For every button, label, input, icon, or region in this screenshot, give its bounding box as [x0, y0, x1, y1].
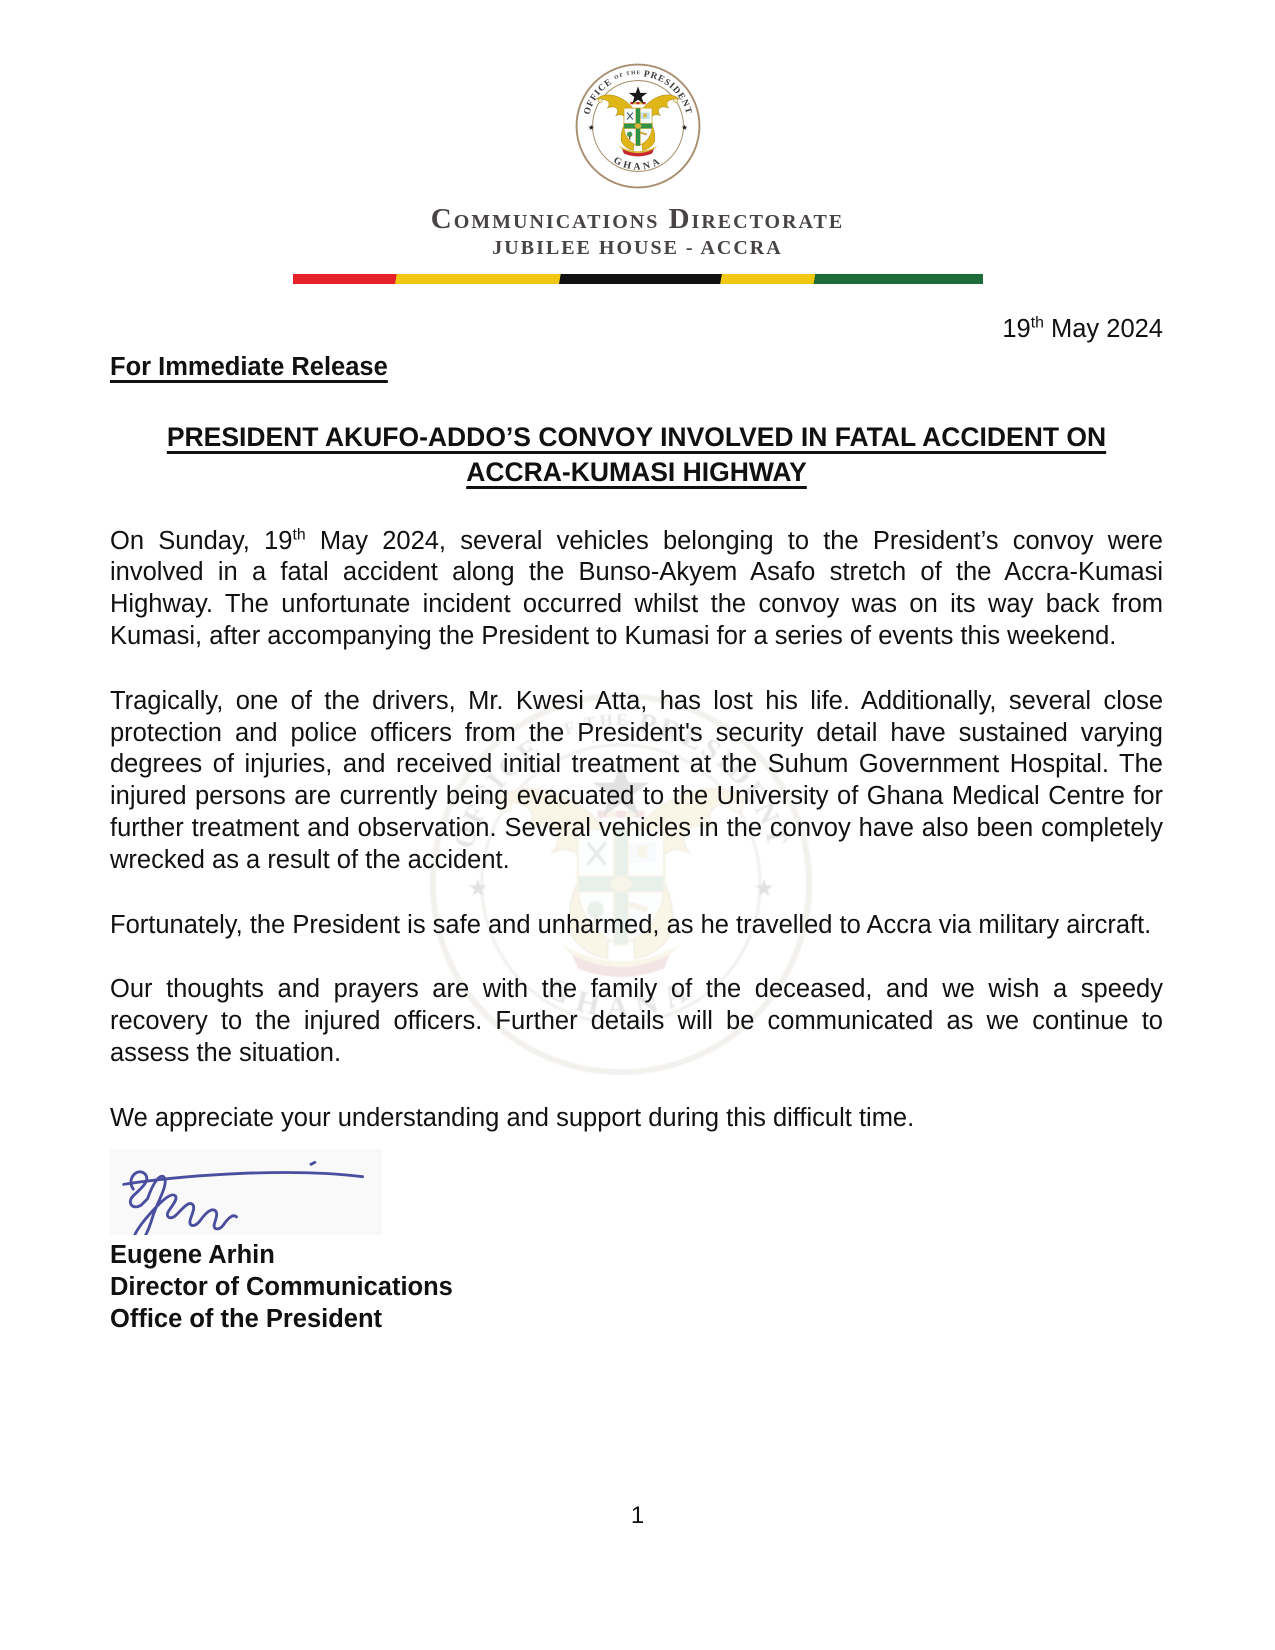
- signature-image: [110, 1149, 382, 1235]
- release-line: For Immediate Release: [110, 352, 388, 381]
- signature-block: [110, 1239, 1163, 1335]
- date-line: [110, 314, 1163, 346]
- document-title: [110, 420, 1163, 490]
- date-rest: May 2024: [1043, 315, 1163, 343]
- letterhead: [0, 0, 1275, 284]
- date-day: 19: [1002, 315, 1031, 343]
- paragraph-1-post: May 2024, several vehicles belonging to the President’s convoy were involved in a fatal accident along the Bunso-Akyem Asafo stretch of the Accra-Kumasi Highway. The unfortunate incident occurred whilst the convoy was on its way back from Kumasi, after accompanying the President to Kumasi for a series of events this weekend.: [110, 526, 1163, 650]
- paragraph-3: Fortunately, the President is safe and unharmed, as he travelled to Accra via military aircraft.: [110, 910, 1152, 939]
- paragraph-1-ordinal: th: [292, 526, 306, 544]
- date-ordinal: th: [1030, 314, 1044, 332]
- paragraph-5: We appreciate your understanding and support during this difficult time.: [110, 1103, 915, 1132]
- signer-name: Eugene Arhin: [110, 1240, 275, 1269]
- signer-title: Director of Communications: [110, 1272, 453, 1301]
- org-name: Communications Directorate: [430, 203, 845, 235]
- signer-org: Office of the President: [110, 1304, 383, 1333]
- paragraph-1-pre: On Sunday, 19: [110, 526, 293, 555]
- paragraph-1: [110, 526, 1163, 653]
- office-of-the-president-seal-icon: [574, 62, 702, 190]
- paragraph-4: Our thoughts and prayers are with the family of the deceased, and we wish a speedy recovery to the injured officers. Further details will be communicated as we continue to assess the situation.: [110, 975, 1163, 1067]
- paragraph-2: Tragically, one of the drivers, Mr. Kwesi Atta, has lost his life. Additionally, several close protection and police officers from the President's security detail have sustained varying degrees of injuries, and received initial treatment at the Suhum Government Hospital. The injured persons are currently being evacuated to the University of Ghana Medical Centre for further treatment and observation. Several vehicles in the convoy have also been completely wrecked as a result of the accident.: [110, 686, 1163, 874]
- document-title-line1: PRESIDENT AKUFO-ADDO’S CONVOY INVOLVED IN FATAL ACCIDENT ON: [166, 421, 1107, 452]
- address-line: JUBILEE HOUSE - ACCRA: [492, 237, 783, 259]
- page-number: 1: [630, 1502, 645, 1529]
- document-title-line2: ACCRA-KUMASI HIGHWAY: [466, 456, 807, 487]
- document-body: [110, 314, 1163, 1335]
- ghana-flag-divider-bar: [293, 274, 983, 284]
